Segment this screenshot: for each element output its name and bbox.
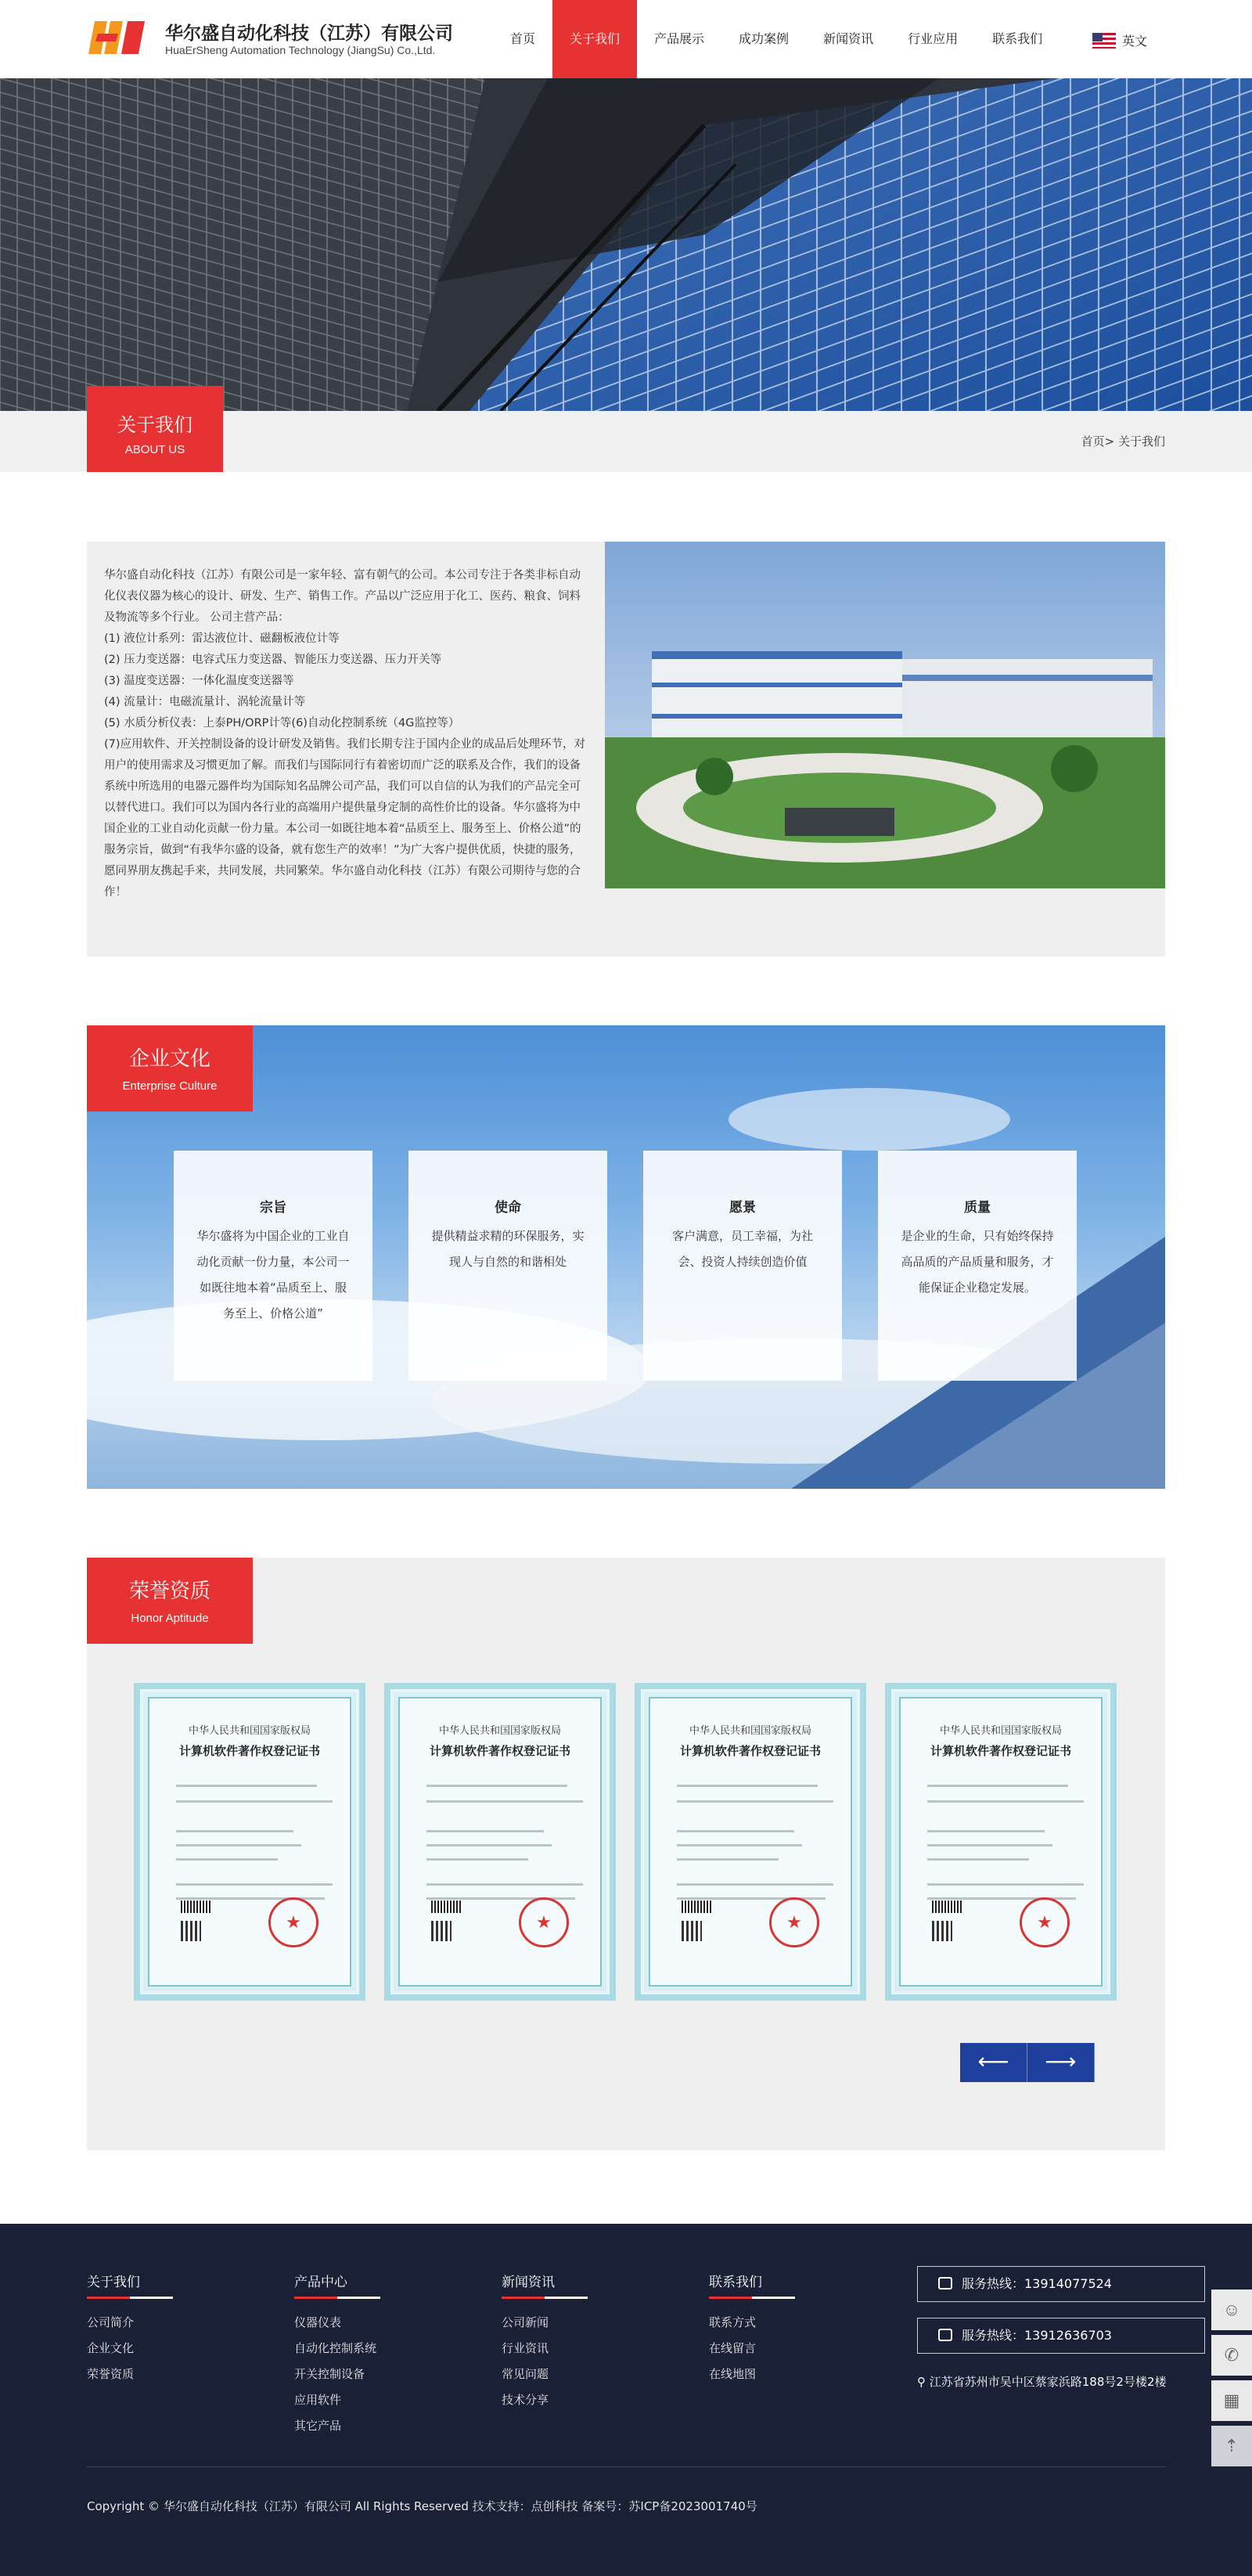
card-text: 华尔盛将为中国企业的工业自动化贡献一份力量，本公司一如既往地本着“品质至上、服务至上、价格公道” (196, 1229, 350, 1320)
red-seal-icon: ★ (268, 1897, 318, 1947)
page-title-tab (87, 386, 223, 472)
certificate-carousel (134, 1683, 1117, 2001)
footer-link[interactable]: 仪器仪表 (294, 2315, 342, 2329)
company-name-cn[interactable]: 华尔盛自动化科技（江苏）有限公司 (165, 23, 453, 44)
nav-cases[interactable]: 成功案例 (739, 31, 790, 46)
honor-tab (87, 1558, 253, 1644)
carousel-controls (960, 2043, 1095, 2082)
phone-icon (938, 2329, 952, 2341)
cert-title: 计算机软件著作权登记证书 (679, 1744, 821, 1758)
qr-code-icon (431, 1921, 452, 1941)
cert-title: 计算机软件著作权登记证书 (178, 1744, 320, 1758)
qr-code-icon (682, 1921, 702, 1941)
next-arrow-button[interactable]: ⟶ (1027, 2043, 1095, 2082)
footer-link[interactable]: 公司新闻 (502, 2315, 549, 2329)
address-text: 江苏省苏州市吴中区蔡家浜路188号2号楼2楼 (929, 2375, 1167, 2389)
honor-subtitle: Honor Aptitude (131, 1612, 209, 1625)
footer-link[interactable]: 行业资讯 (502, 2341, 549, 2355)
intro-paragraph: (3) 温度变送器：一体化温度变送器等 (104, 675, 294, 687)
red-seal-icon: ★ (769, 1897, 819, 1947)
footer-divider (87, 2466, 1165, 2467)
intro-paragraph: (7)应用软件、开关控制设备的设计研发及销售。我们长期专注于国内企业的成品后处理环节，对用户的使用需求及习惯更加了解。而我们与国际同行有着密切而广泛的联系及合作，我们的设备系统中所选用的电器元器件均为国际知名品牌公司产品，我们可以自信的认为我们的产品完全可以替代进口。我们可以为国内各行业的高端用户提供量身定制的高性价比的设备。华尔盛将为中国企业的工业自动化贡献一份力量。本公司一如既往地本着“品质至上、服务至上、价格公道”的服务宗旨，做到“有我华尔盛的设备，就有您生产的效率！”为广大客户提供优质，快捷的服务，愿同界朋友携起手来，共同发展，共同繁荣。华尔盛自动化科技（江苏）有限公司期待与您的合作！ (104, 738, 586, 899)
cert-title: 计算机软件著作权登记证书 (930, 1744, 1071, 1758)
cert-issuer: 中华人民共和国国家版权局 (438, 1725, 561, 1737)
card-title: 使命 (495, 1200, 521, 1216)
certificate-image[interactable] (384, 1683, 616, 2001)
page-title: 关于我们 (117, 414, 192, 436)
nav-home[interactable]: 首页 (510, 31, 536, 46)
location-pin-icon: ⚲ (917, 2375, 930, 2389)
intro-paragraph: (1) 液位计系列：雷达液位计、磁翻板液位计等 (104, 632, 340, 645)
side-float-bar (1211, 2290, 1252, 2471)
footer-col-news (502, 2271, 588, 2413)
footer-link[interactable]: 其它产品 (294, 2419, 342, 2433)
intro-paragraph: (5) 水质分析仪表：上泰PH/ORP计等(6)自动化控制系统（4G监控等） (104, 717, 460, 730)
company-name-en: HuaErSheng Automation Technology (JiangSu) Co.,Ltd. (165, 44, 436, 56)
footer-col-title: 产品中心 (294, 2275, 347, 2290)
footer-link[interactable]: 在线地图 (709, 2367, 757, 2381)
culture-card-quality (878, 1151, 1077, 1381)
footer-col-about (87, 2271, 173, 2387)
culture-card-vision (643, 1151, 842, 1381)
cert-title: 计算机软件著作权登记证书 (429, 1744, 570, 1758)
footer-link[interactable]: 企业文化 (87, 2341, 135, 2355)
hotline-text: 服务热线：13914077524 (962, 2276, 1112, 2291)
factory-photo (605, 542, 1165, 888)
nav-products[interactable]: 产品展示 (654, 31, 705, 46)
red-seal-icon: ★ (1020, 1897, 1070, 1947)
footer-col-title: 关于我们 (87, 2275, 140, 2290)
footer-col-title: 联系我们 (709, 2275, 762, 2290)
card-title: 宗旨 (260, 1200, 286, 1216)
breadcrumb[interactable]: 首页> 关于我们 (1081, 434, 1165, 449)
hotline-box-1 (917, 2266, 1205, 2302)
card-text: 提供精益求精的环保服务，实现人与自然的和谐相处 (431, 1229, 585, 1269)
breadcrumb-bar (0, 411, 1252, 472)
certificate-image[interactable] (885, 1683, 1117, 2001)
hotline-box-2 (917, 2318, 1205, 2354)
phone-icon[interactable]: ✆ (1211, 2335, 1252, 2376)
intro-paragraph: (4) 流量计：电磁流量计、涡轮流量计等 (104, 696, 306, 708)
footer-link[interactable]: 自动化控制系统 (294, 2341, 377, 2355)
culture-subtitle: Enterprise Culture (122, 1079, 218, 1093)
footer-link[interactable]: 荣誉资质 (87, 2367, 135, 2381)
footer-link[interactable]: 常见问题 (502, 2367, 549, 2381)
footer-col-title: 新闻资讯 (502, 2275, 555, 2290)
cert-issuer: 中华人民共和国国家版权局 (689, 1725, 811, 1737)
footer-link[interactable]: 应用软件 (294, 2393, 342, 2407)
nav-news[interactable]: 新闻资讯 (823, 31, 874, 46)
footer-col-contact (709, 2271, 795, 2387)
card-title: 质量 (964, 1200, 991, 1216)
culture-title: 企业文化 (128, 1047, 210, 1071)
footer-link[interactable]: 在线留言 (709, 2341, 757, 2355)
qrcode-icon[interactable]: ▦ (1211, 2380, 1252, 2421)
qr-code-icon (932, 1921, 952, 1941)
language-label: 英文 (1122, 34, 1148, 49)
company-intro (87, 542, 1165, 957)
intro-paragraph: (2) 压力变送器：电容式压力变送器、智能压力变送器、压力开关等 (104, 654, 442, 666)
us-flag-icon (1092, 33, 1116, 49)
hero-banner (0, 78, 1252, 411)
nav-about[interactable]: 关于我们 (552, 0, 637, 78)
footer-link[interactable]: 公司简介 (87, 2315, 135, 2329)
qq-icon[interactable]: ☺ (1211, 2290, 1252, 2330)
intro-text (104, 565, 589, 903)
nav-industry[interactable]: 行业应用 (908, 31, 959, 46)
honor-aptitude (87, 1558, 1165, 2150)
page-subtitle: ABOUT US (124, 443, 185, 456)
culture-card-mission (408, 1151, 607, 1381)
prev-arrow-button[interactable]: ⟵ (960, 2043, 1027, 2082)
culture-cards (174, 1151, 1077, 1381)
intro-paragraph: 华尔盛自动化科技（江苏）有限公司是一家年轻、富有朝气的公司。本公司专注于各类非标自动化仪表仪器为核心的设计、研发、生产、销售工作。产品以广泛应用于化工、医药、粮食、饲料及物流等多个行业。 公司主营产品： (104, 569, 581, 624)
building-banner-image (0, 78, 1252, 411)
culture-tab (87, 1025, 253, 1111)
copyright: Copyright © 华尔盛自动化科技（江苏）有限公司 All Rights Reserved 技术支持：点创科技 备案号：苏ICP备2023001740号 (87, 2499, 757, 2513)
site-header (0, 0, 1252, 78)
cert-issuer: 中华人民共和国国家版权局 (188, 1725, 311, 1737)
qr-code-icon (181, 1921, 201, 1941)
back-to-top-icon[interactable]: ⇡ (1211, 2426, 1252, 2466)
nav-contact[interactable]: 联系我们 (992, 31, 1043, 46)
culture-card-purpose (174, 1151, 372, 1381)
footer-link[interactable]: 开关控制设备 (294, 2367, 365, 2381)
footer-col-products (294, 2271, 380, 2439)
main-nav (493, 0, 1060, 78)
phone-icon (938, 2277, 952, 2290)
honor-title: 荣誉资质 (128, 1580, 210, 1603)
certificate-image[interactable] (635, 1683, 866, 2001)
card-title: 愿景 (729, 1200, 756, 1216)
language-switch[interactable] (1092, 31, 1147, 49)
site-footer (0, 2224, 1252, 2576)
cert-issuer: 中华人民共和国国家版权局 (939, 1725, 1062, 1737)
hotline-text: 服务热线：13912636703 (962, 2328, 1112, 2343)
card-text: 客户满意，员工幸福，为社会、投资人持续创造价值 (671, 1229, 813, 1269)
footer-link[interactable]: 技术分享 (502, 2393, 549, 2407)
red-seal-icon: ★ (519, 1897, 569, 1947)
company-logo-icon[interactable] (87, 16, 146, 59)
certificate-image[interactable] (134, 1683, 365, 2001)
card-text: 是企业的生命，只有始终保持高品质的产品质量和服务，才能保证企业稳定发展。 (901, 1229, 1054, 1295)
enterprise-culture (87, 1025, 1165, 1489)
footer-link[interactable]: 联系方式 (709, 2315, 757, 2329)
address (917, 2372, 1207, 2391)
